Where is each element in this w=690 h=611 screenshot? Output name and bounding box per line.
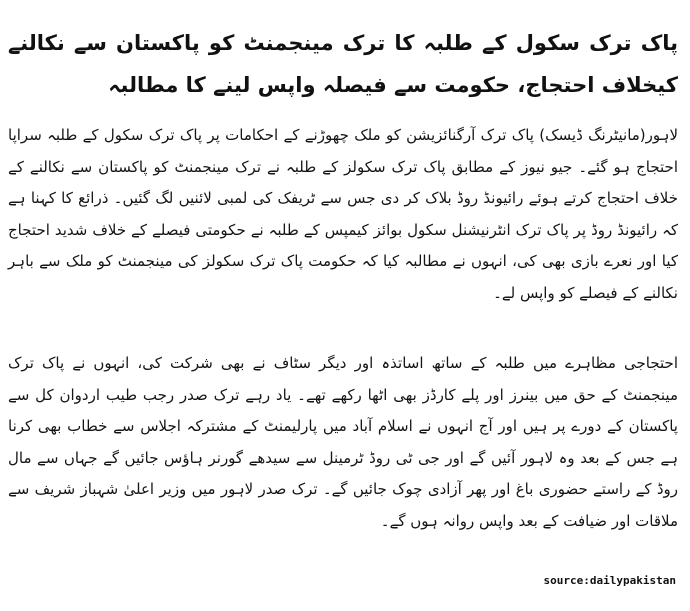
article-source: source:dailypakistan <box>543 574 676 587</box>
article-headline: پاک ترک سکول کے طلبہ کا ترک مینجمنٹ کو پاکستان سے نکالنے کیخلاف احتجاج، حکومت سے فیصلہ واپس لینے کا مطالبہ <box>8 31 678 97</box>
article-paragraph-1: لاہور(مانیٹرنگ ڈیسک) پاک ترک آرگنائزیشن کو ملک چھوڑنے کے احکامات پر پاک ترک سکول کے طلبہ سراپا احتجاج ہو گئے۔ جیو نیوز کے مطابق پاک ترک سکولز کے طلبہ نے ترک مینجمنٹ کو پاکستان سے نکالنے کے خلاف احتجاج کرتے ہوئے رائیونڈ روڈ بلاک کر دی جس سے ٹریفک کی لمبی لائنیں لگ گئیں۔ ذرائع کا کہنا ہے کہ رائیونڈ روڈ پر پاک ترک انٹرنیشنل سکول بوائز کیمپس کے طلبہ نے حکومتی فیصلے کے خلاف شدید احتجاج کیا اور نعرے بازی بھی کی، انہوں نے مطالبہ کیا کہ حکومت پاک ترک سکولز کی مینجمنٹ کو ملک سے باہر نکالنے کے فیصلے کو واپس لے۔ <box>8 126 678 302</box>
article-paragraph-2: احتجاجی مظاہرے میں طلبہ کے ساتھ اساتذہ اور دیگر سٹاف نے بھی شرکت کی، انہوں نے پاک ترک مینجمنٹ کے حق میں بینرز اور پلے کارڈز بھی اٹھا رکھے تھے۔ یاد رہے ترک صدر رجب طیب اردوان کل سے پاکستان کے دورے پر ہیں اور آج انہوں نے اسلام آباد میں پارلیمنٹ کے مشترکہ اجلاس سے خطاب بھی کرنا ہے جس کے بعد وہ لاہور آئیں گے اور جی ٹی روڈ ٹرمینل سے سیدھے گورنر ہاؤس جائیں گے جہاں سے مال روڈ کے راستے حضوری باغ اور پھر آزادی چوک جائیں گے۔ ترک صدر لاہور میں وزیر اعلیٰ شہباز شریف سے ملاقات اور ضیافت کے بعد واپس روانہ ہوں گے۔ <box>8 354 678 530</box>
